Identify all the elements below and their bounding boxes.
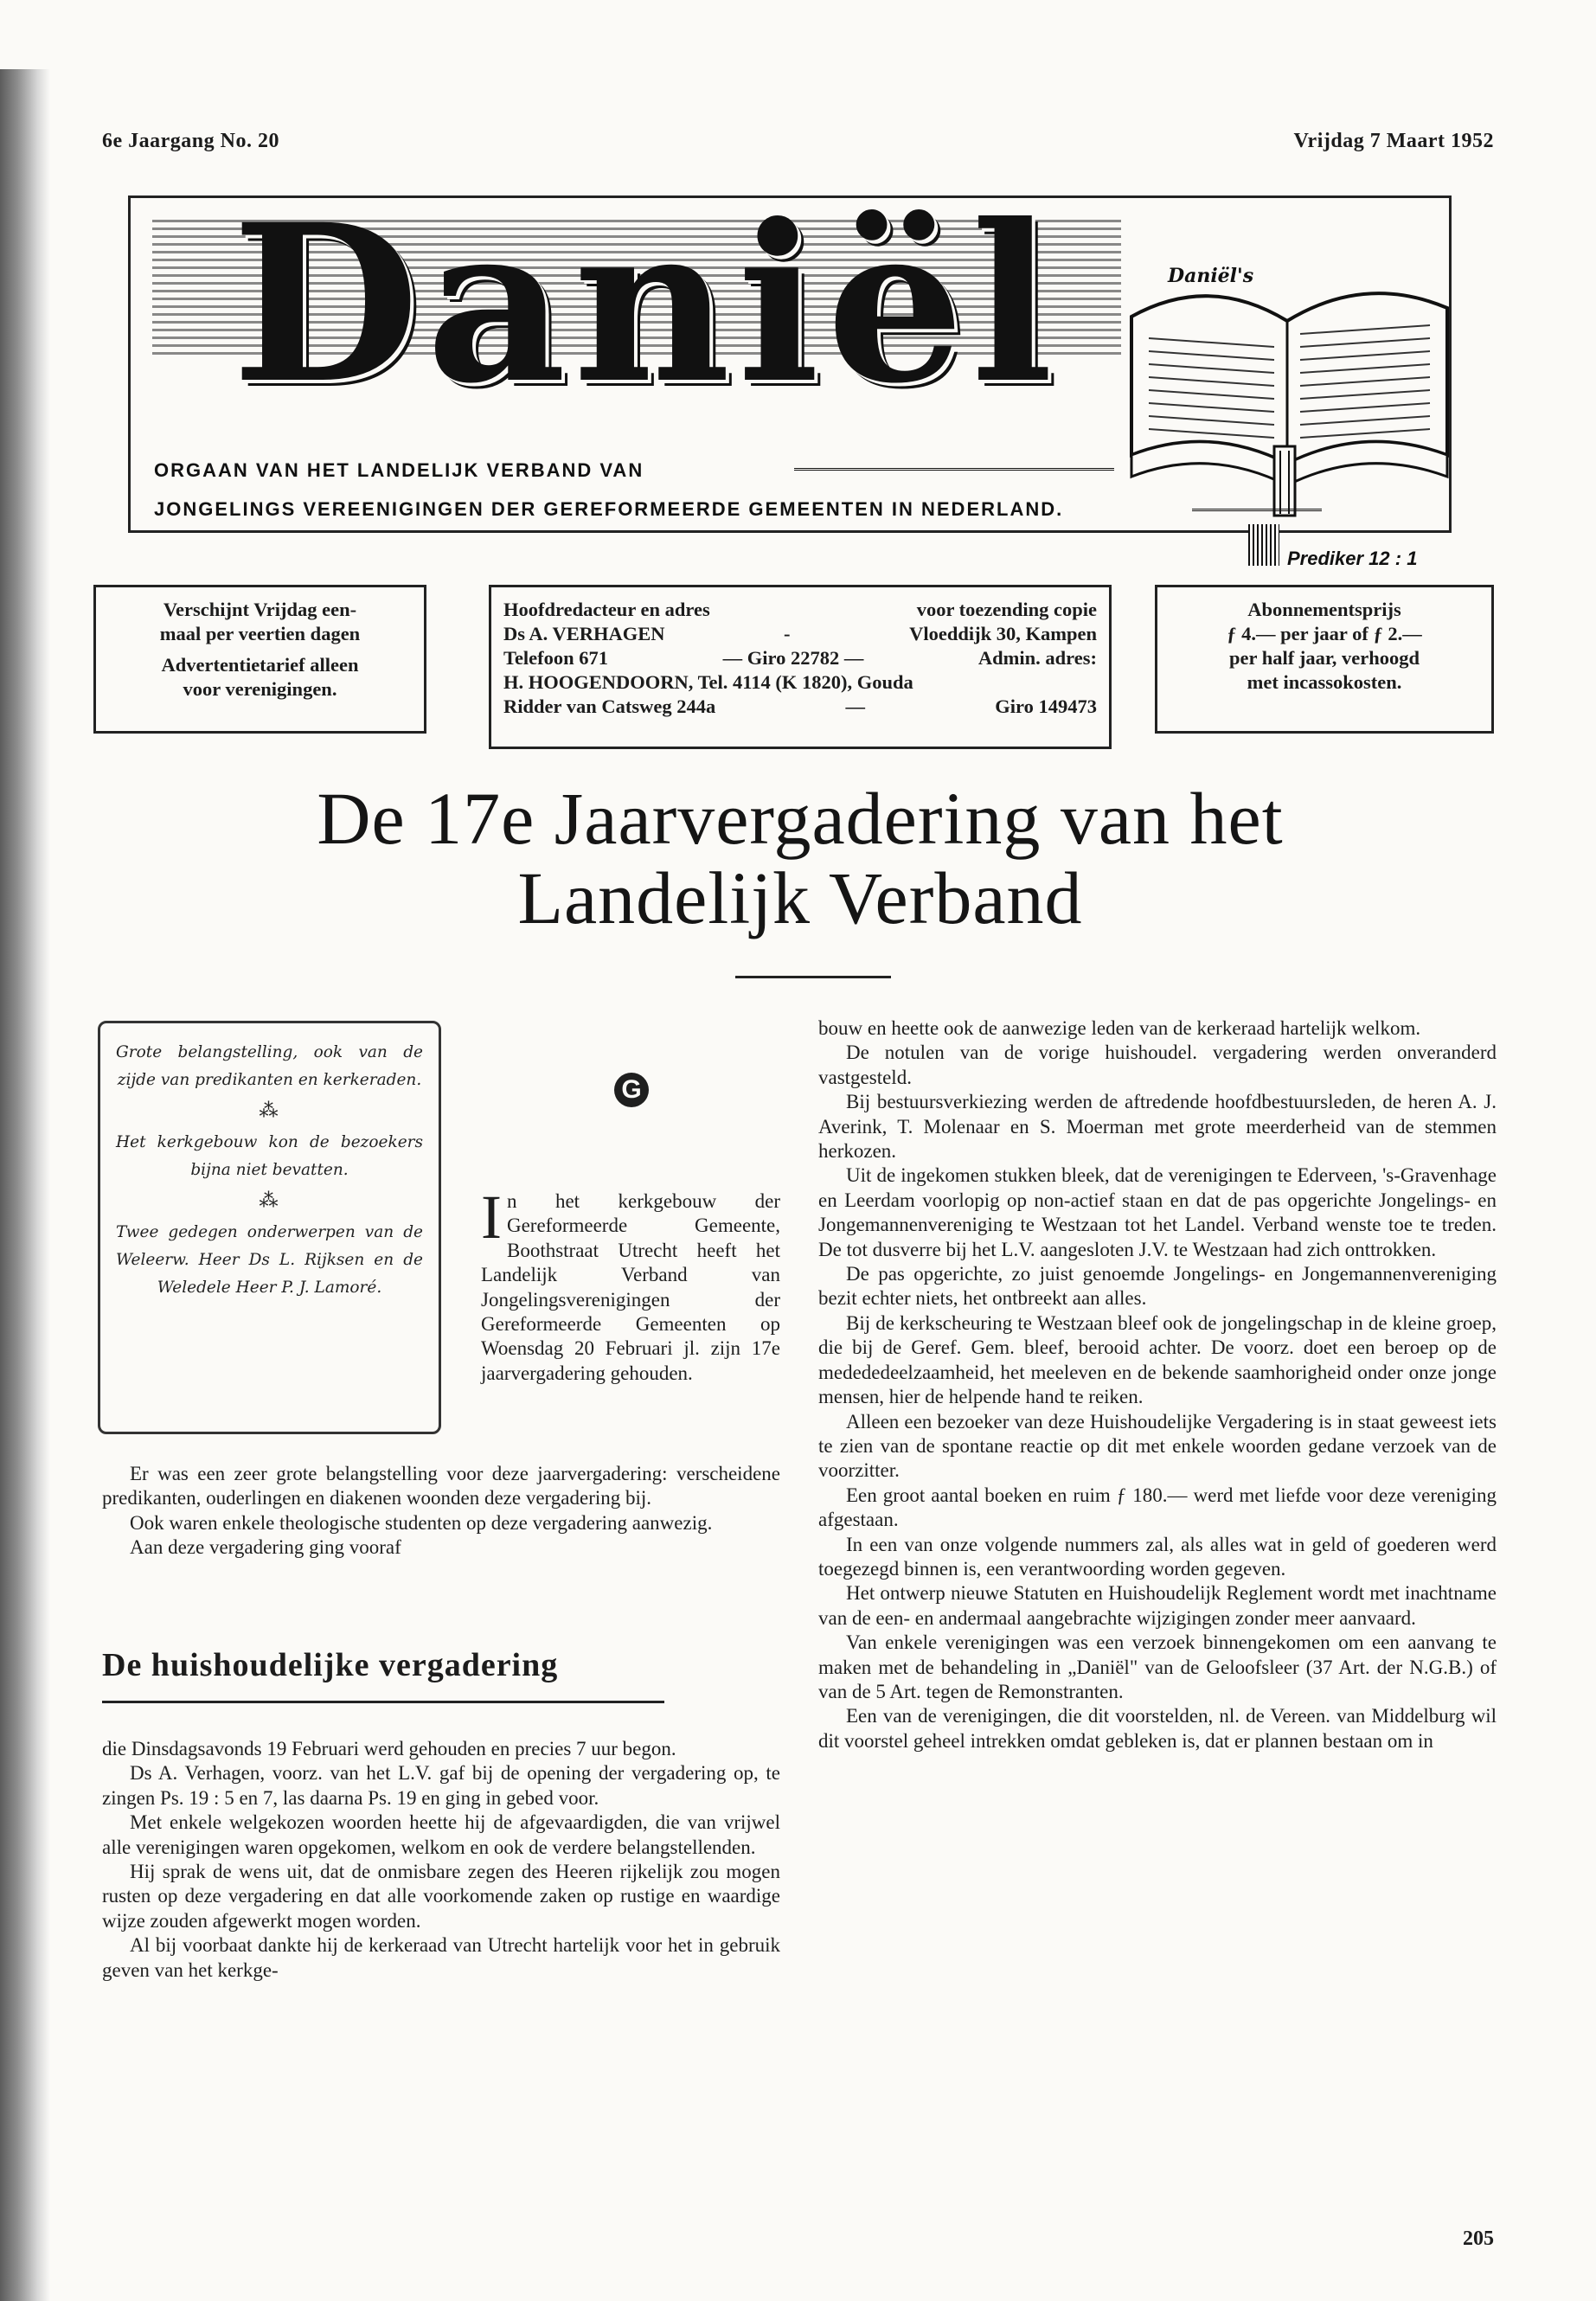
paragraph: In een van onze volgende nummers zal, als alles wat in geld of goederen werd toegezegd binnen is, een verantwoording worden gegeven. [818,1533,1497,1580]
paragraph: die Dinsdagsavonds 19 Februari werd gehouden en precies 7 uur begon. [102,1738,676,1759]
issue-number: 6e Jaargang No. 20 [102,130,279,152]
editor-text: - [784,623,791,644]
paragraph: Ds A. Verhagen, voorz. van het L.V. gaf bij de opening der vergadering op, te zingen Ps. 19 : 5 en 7, las daarna Ps. 19 en ging in gebed voor. [102,1762,780,1809]
paragraph: Uit de ingekomen stukken bleek, dat de verenigingen te Ederveen, 's-Gravenhage en Leerdam voorlopig op non-actief staan en dat de pas opgerichte Jongelings- en Jongemannenvereniging te Westzaan tot het Landel. Verband wenste toe te treden. De tot dusverre bij het L.V. aangesloten J.V. te Westzaan had zich onttrokken. [818,1164,1497,1260]
headline-line-2: Landelijk Verband [517,856,1083,939]
masthead [128,176,1460,576]
editor-row [503,598,1097,622]
drop-cap: I [481,1183,502,1252]
paragraph: Aan deze vergadering ging vooraf [130,1536,401,1559]
editor-giro: — Giro 22782 — [722,647,864,669]
headline-line-1: De 17e Jaarvergadering van het [317,777,1284,860]
editor-row [503,622,1097,646]
subscription-line: ƒ 4.— per jaar of ƒ 2.— [1227,623,1422,644]
book-label: Daniël's [1168,265,1254,287]
article-intro [481,1183,780,1386]
association-logo-icon: G [614,1073,649,1107]
open-book-drawing [1114,239,1460,524]
column-1-text [102,1462,780,1561]
admin-address-label: Admin. adres: [977,647,1097,669]
paragraph: De pas opgerichte, zo juist genoemde Jongelings- en Jongemannenvereniging bezit echter niets, het ontbreekt aan alles. [818,1263,1497,1310]
masthead-title: Daniël [232,176,1061,431]
publication-info-line: voor verenigingen. [183,678,337,700]
scan-edge-shadow [0,69,50,2301]
summary-point: Het kerkgebouw kon de bezoekers bijna niet bevatten. [116,1133,423,1179]
paragraph: Het ontwerp nieuwe Statuten en Huishoudelijk Reglement wordt met inachtname van de een- en andermaal aangebrachte wijzigingen zonder meer aanvaard. [818,1582,1497,1629]
paragraph: Alleen een bezoeker van deze Huishoudelijke Vergadering is in staat geweest iets te zien van de spontane reactie op dit met enkele woorden gedane verzoek van de voorzitter. [818,1410,1497,1482]
headline-rule [735,976,891,978]
paragraph: Er was een zeer grote belangstelling voor deze jaarvergadering: verscheidene predikanten, ouderlingen en diakenen woonden deze vergadering bij. [102,1463,780,1509]
ornament-icon: ⁂ [259,1100,280,1122]
editor-row [503,646,1097,670]
admin-street: Ridder van Catsweg 244a [503,695,716,717]
editor-phone: Telefoon 671 [503,647,609,669]
editor-row [503,695,1097,719]
article-headline [130,779,1471,938]
page-number: 205 [1463,2227,1494,2250]
bookmark-tassel-icon [1248,524,1279,566]
publication-info-line: Verschijnt Vrijdag een- [163,599,357,620]
subtitle-rule-2 [1192,509,1322,514]
column-2-text [818,1016,1497,1753]
admin-name: H. HOOGENDOORN, Tel. 4114 (K 1820), Gouda [503,671,913,693]
paragraph: Al bij voorbaat dankte hij de kerkeraad van Utrecht hartelijk voor het in gebruik geven van het kerkge- [102,1934,780,1981]
intro-text: n het kerkgebouw der Gereformeerde Gemeente, Boothstraat Utrecht heeft het Landelijk Verband van Jongelingsverenigingen der Gereformeerde Gemeenten op Woensdag 20 Februari jl. zijn 17e jaarvergadering gehouden. [481,1190,780,1384]
editor-text: voor toezending copie [916,599,1097,620]
editor-row [503,670,1097,695]
publication-info-line: maal per veertien dagen [159,623,361,644]
issue-date: Vrijdag 7 Maart 1952 [1293,130,1494,152]
subtitle-rule-1 [794,468,1114,473]
paragraph: Hij sprak de wens uit, dat de onmisbare zegen des Heeren rijkelijk zou mogen rusten op deze vergadering en dat alle voorkomende zaken op rustige en waardige wijze zouden afgewerkt mogen worden. [102,1861,780,1932]
editor-address: Vloeddijk 30, Kampen [909,623,1097,644]
subscription-box [1155,585,1494,734]
paragraph: bouw en heette ook de aanwezige leden van de kerkeraad hartelijk welkom. [818,1017,1421,1039]
publication-info-line: Advertentietarief alleen [161,654,359,676]
admin-giro: Giro 149473 [995,695,1097,717]
paragraph: Bij de kerkscheuring te Westzaan bleef ook de jongelingschap in de kleine groep, die bij de Geref. Gem. bleef, berooid achter. De voorz. doet een beroep op de medededeelzaamheid, het meeleven en de bekende saamhorigheid onder onze jonge mensen, hier de helpende hand te reiken. [818,1311,1497,1408]
section-heading-rule [102,1701,664,1703]
subscription-line: Abonnementsprijs [1247,599,1401,620]
summary-sidebar [98,1021,441,1434]
editor-text: — [845,695,865,717]
paragraph: Een groot aantal boeken en ruim ƒ 180.— werd met liefde voor deze vereniging afgestaan. [818,1484,1497,1531]
summary-point: Grote belangstelling, ook van de zijde van predikanten en kerkeraden. [116,1043,423,1089]
paragraph: Van enkele verenigingen was een verzoek binnengekomen om een aanvang te maken met de behandeling in „Daniël" van de Geloofsleer (37 Art. der N.G.B.) of van de 5 Art. tegen de Remonstranten. [818,1631,1497,1702]
subscription-line: per half jaar, verhoogd [1228,647,1420,669]
ornament-icon: ⁂ [259,1190,280,1212]
paragraph: Bij bestuursverkiezing werden de aftredende hoofdbestuursleden, de heren A. J. Averink, T. Molenaar en S. Moerman met grote meerderheid van de stemmen herkozen. [818,1091,1497,1163]
paragraph: Een van de verenigingen, die dit voorstelden, nl. de Vereen. van Middelburg wil dit voorstel geheel intrekken omdat gebleken is, dat er plannen bestaan om in [818,1705,1497,1752]
publication-info-box [93,585,426,734]
paragraph: Met enkele welgekozen woorden heette hij de afgevaardigden, die van vrijwel alle verenigingen waren opgekomen, welkom en ook de verdere belangstellenden. [102,1811,780,1858]
paragraph: De notulen van de vorige huishoudel. vergadering werden onveranderd vastgesteld. [818,1042,1497,1088]
summary-point: Twee gedegen onderwerpen van de Weleerw. Heer Ds L. Rijksen en de Weledele Heer P. J. Lamoré. [116,1223,423,1297]
editor-address-box [489,585,1112,749]
section-heading: De huishoudelijke vergadering [102,1647,559,1683]
masthead-subtitle-1: ORGAAN VAN HET LANDELIJK VERBAND VAN [154,459,644,481]
paragraph: Ook waren enkele theologische studenten op deze vergadering aanwezig. [130,1511,713,1534]
masthead-subtitle-2: JONGELINGS VEREENIGINGEN DER GEREFORMEERDE GEMEENTEN IN NEDERLAND. [154,498,1064,520]
subscription-line: met incassokosten. [1247,671,1402,693]
editor-name: Ds A. VERHAGEN [503,623,665,644]
open-book-icon [1114,239,1460,524]
column-1-section-text [102,1737,780,1983]
editor-text: Hoofdredacteur en adres [503,599,710,620]
bible-verse-reference: Prediker 12 : 1 [1287,548,1418,569]
